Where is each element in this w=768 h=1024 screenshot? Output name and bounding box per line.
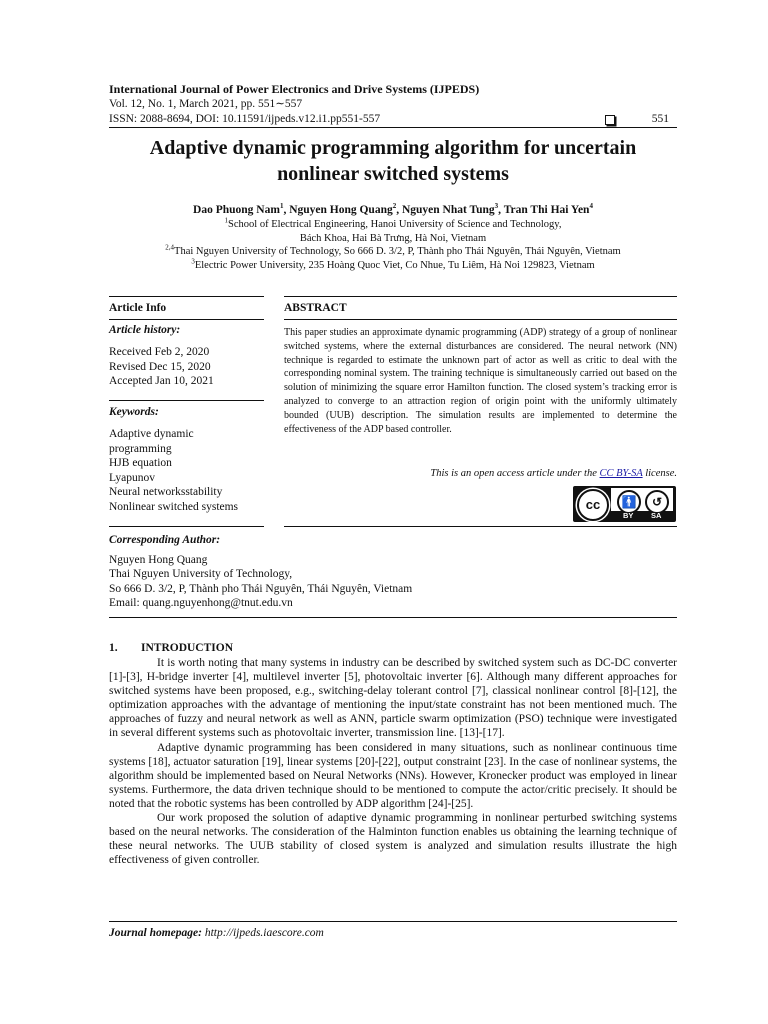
author-sup: 3 (494, 202, 499, 211)
section-number: 1. (109, 642, 118, 654)
paper-title (109, 135, 677, 187)
article-info-top-rule (109, 296, 264, 297)
abstract-bottom-rule (284, 526, 677, 527)
corresponding-address: So 666 D. 3/2, P, Thành pho Thái Nguyên, Thái Nguyên, Vietnam (109, 582, 413, 595)
abstract-rule (284, 319, 677, 320)
cc-icon: cc (577, 489, 609, 521)
keywords-list (109, 427, 269, 515)
keyword: programming (109, 442, 172, 455)
journal-header (109, 82, 677, 127)
abstract-top-rule (284, 296, 677, 297)
author-sup: 2 (392, 202, 397, 211)
affiliation-line: $^1$School of Electrical Engineering, Hanoi University of Science and Technology, (224, 216, 562, 230)
person-icon: 🚹 (617, 490, 641, 514)
history-received: Received Feb 2, 2020 (109, 346, 210, 358)
article-info-heading: Article Info (109, 302, 167, 314)
author-name: Nguyen Hong Quang (289, 204, 393, 216)
article-info-rule (109, 319, 264, 320)
title-line-2: nonlinear switched systems (277, 163, 509, 185)
journal-name: International Journal of Power Electronics and Drive Systems (IJPEDS) (109, 82, 480, 96)
history-revised: Revised Dec 15, 2020 (109, 360, 211, 373)
front-matter-bottom-rule (109, 617, 677, 618)
corresponding-name: Nguyen Hong Quang (109, 553, 208, 566)
affiliations (109, 218, 677, 272)
issn-row (109, 112, 677, 127)
journal-volume: Vol. 12, No. 1, March 2021, pp. 551∼557 (109, 98, 303, 110)
abstract-text: This paper studies an approximate dynamic programming (ADP) strategy of a group of nonlinear switched systems, where the external disturbances are considered. The neural network (NN) technique is regarded to estimate the unknown part of actor as well as critic to deal with the corresponding nominal system. The training technique is simultaneously carried out based on the solution of minimizing the square error Hamilton function. The closed system’s tracking error is analyzed to converge to an attraction region of origin point with the uniformly ultimately bounded (UUB) description. The simulation results are implemented to determine the effectiveness of the ADP based controller. (284, 327, 677, 435)
homepage-link[interactable]: http://ijpeds.iaescore.com (204, 927, 324, 939)
article-history (109, 345, 269, 389)
author-name: Nguyen Nhat Tung (401, 204, 495, 216)
journal-footer (109, 927, 324, 939)
by-label: BY (623, 511, 634, 520)
paragraph: Our work proposed the solution of adaptive dynamic programming in nonlinear perturbed switching systems based on the neural networks. The consideration of the Halminton function enables us obtaining the learning technique of these neural networks. The UUB stability of closed system is analyzed and simulation results illustrate the high effectiveness of given controller. (109, 812, 677, 867)
sa-label: SA (651, 511, 662, 520)
section-title: INTRODUCTION (141, 642, 234, 654)
author-sup: 4 (589, 202, 593, 211)
affiliation-line: $^3$Electric Power University, 235 Hoàng Quoc Viet, Co Nhue, Tu Liêm, Hà Noi 129823, Vietnam (191, 257, 595, 271)
history-rule (109, 400, 264, 401)
author-sup: 1 (279, 202, 284, 211)
keyword: Nonlinear switched systems (109, 500, 239, 513)
corresponding-inst: Thai Nguyen University of Technology, (109, 568, 293, 581)
paragraph: It is worth noting that many systems in industry can be described by switched system such as DC-DC converter [1]-[3], H-bridge inverter [4], multilevel inverter [5], photovoltaic inverter [6]. Although many different approaches for switched systems have been proposed, e.g., switching-delay tolerant control [7], classical nonlinear control [8]-[12], the optimization approaches with the advantage of mentioning the input/state constraint has not been mentioned much. The approaches of fuzzy and neural network as well as ANN, particle swarm optimization (PSO) technique were investigated in several different systems such as photovoltaic inverter, transmission line. [13]-[17]. (109, 657, 677, 740)
article-history-label: Article history: (109, 324, 181, 336)
footer-rule (109, 921, 677, 922)
paragraph: Adaptive dynamic programming has been considered in many situations, such as nonlinear continuous time systems [18], actuator saturation [19], linear systems [20]-[22], output constraint [23]. In the case of nonlinear systems, the algorithm should be implemented based on Neural Networks (NNs). However, Kronecker product was employed in linear systems. Furthermore, the data driven technique should to be mentioned to compute the actor/critic precisely. It should be noted that the robotic systems has been controlled by ADP algorithm [24]-[25]. (109, 741, 677, 810)
corresponding-label: Corresponding Author: (109, 534, 221, 546)
author-name: Dao Phuong Nam (193, 204, 280, 216)
keyword: Lyapunov (109, 471, 155, 484)
section-heading (109, 642, 233, 654)
open-access-note: This is an open access article under the CC BY-SA license. (430, 468, 677, 479)
page-number: 551 (651, 113, 669, 125)
corresponding-author (109, 533, 412, 611)
history-accepted: Accepted Jan 10, 2021 (109, 375, 214, 388)
square-icon (605, 115, 615, 125)
share-alike-icon: ↺ (645, 490, 669, 514)
journal-issn: ISSN: 2088-8694, DOI: 10.11591/ijpeds.v12.i1.pp551-557 (109, 113, 381, 125)
keyword: Adaptive dynamic (109, 428, 194, 440)
keywords-label: Keywords: (109, 406, 159, 418)
abstract-heading: ABSTRACT (284, 302, 347, 314)
affiliation-line: Bách Khoa, Hai Bà Trưng, Hà Noi, Vietnam (299, 232, 487, 244)
license-link[interactable]: CC BY-SA (599, 468, 643, 479)
header-rule (109, 127, 677, 128)
author-name: Tran Thi Hai Yen (503, 204, 590, 216)
introduction-body (109, 656, 677, 867)
keyword: Neural networksstability (109, 486, 223, 499)
keywords-rule (109, 526, 264, 527)
homepage-label: Journal homepage: (109, 927, 202, 939)
keyword: HJB equation (109, 457, 172, 470)
cc-by-sa-badge[interactable] (573, 486, 676, 522)
title-line-1: Adaptive dynamic programming algorithm for uncertain (149, 137, 637, 159)
author-list: Dao Phuong Nam$^1$, Nguyen Hong Quang$^2$, Nguyen Nhat Tung$^3$, Tran Thi Hai Yen$^4$ (193, 202, 593, 216)
corresponding-email: Email: quang.nguyenhong@tnut.edu.vn (109, 597, 293, 610)
paper-page (109, 0, 677, 1024)
affiliation-line: $^{2,4}$Thai Nguyen University of Technology, So 666 D. 3/2, P, Thành pho Thái Nguyên, Thái Nguyên, Vietnam (165, 243, 621, 257)
